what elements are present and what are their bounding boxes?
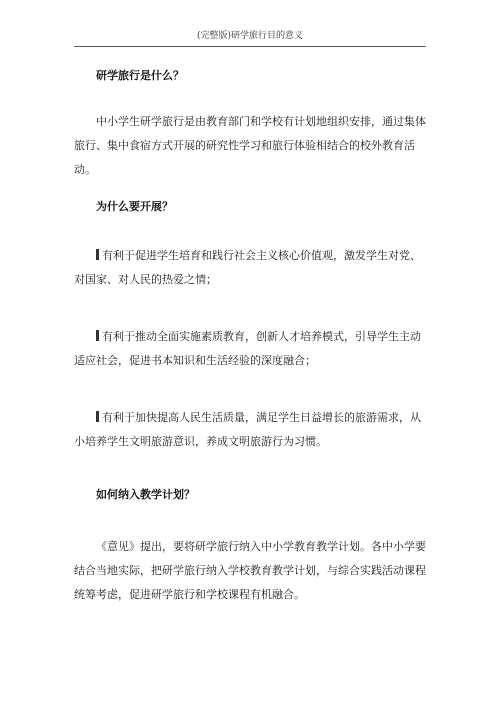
paragraph-reason-2 bbox=[74, 325, 428, 373]
paragraph-reason-3 bbox=[74, 406, 428, 454]
section-heading-how: 如何纳入教学计划？ bbox=[96, 488, 195, 501]
bullet-marker bbox=[96, 330, 99, 341]
paragraph-reason-3-text: 有利于加快提高人民生活质量，满足学生日益增长的旅游需求，从小培养学生文明旅游意识，养成文明旅游行为习惯。 bbox=[74, 411, 421, 448]
bullet-marker bbox=[96, 411, 99, 422]
paragraph-curriculum: 《意见》提出，要将研学旅行纳入中小学教育教学计划。各中小学要结合当地实际，把研学旅行纳入学校教育教学计划，与综合实践活动课程统筹考虑，促进研学旅行和学校课程有机融合。 bbox=[74, 540, 426, 601]
paragraph-reason-2-text: 有利于推动全面实施素质教育，创新人才培养模式，引导学生主动适应社会，促进书本知识和生活经验的深度融合； bbox=[74, 330, 421, 367]
paragraph-definition: 中小学生研学旅行是由教育部门和学校有计划地组织安排，通过集体旅行、集中食宿方式开展的研究性学习和旅行体验相结合的校外教育活动。 bbox=[74, 115, 426, 176]
header-rule bbox=[74, 46, 426, 47]
section-heading-what: 研学旅行是什么？ bbox=[96, 69, 184, 82]
paragraph-reason-1-text: 有利于促进学生培育和践行社会主义核心价值观，激发学生对党、对国家、对人民的热爱之情； bbox=[74, 249, 421, 286]
bullet-marker bbox=[96, 249, 99, 260]
paragraph-reason-1 bbox=[74, 244, 428, 292]
section-heading-why: 为什么要开展？ bbox=[96, 200, 173, 213]
running-header: (完整版)研学旅行目的意义 bbox=[196, 31, 304, 41]
